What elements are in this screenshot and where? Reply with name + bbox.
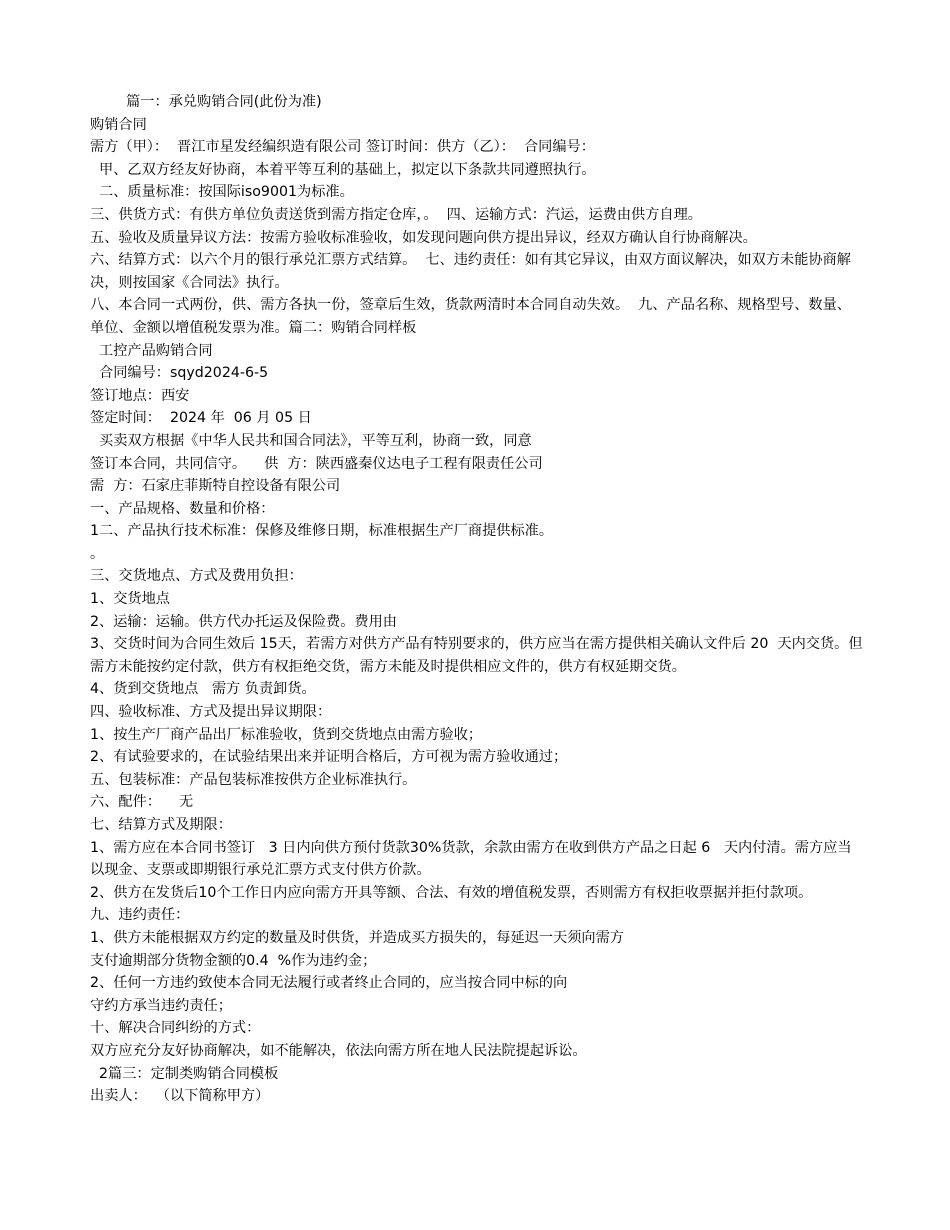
clause-heading: 一、产品规格、数量和价格： (90, 500, 275, 517)
paragraph: 1二、产品执行技术标准：保修及维修日期，标准根据生产厂商提供标准。 (90, 523, 554, 540)
paragraph: 双方应充分友好协商解决，如不能解决，依法向需方所在地人民法院提起诉讼。 (90, 1042, 587, 1059)
paragraph: 二、质量标准：按国际iso9001为标准。 (90, 184, 354, 201)
list-item: 1、交货地点 (90, 591, 170, 608)
signing-date: 签定时间： 2024 年 06 月 05 日 (90, 410, 312, 427)
clause-heading: 九、违约责任： (90, 907, 190, 924)
list-item: 4、货到交货地点 需方 负责卸货。 (90, 681, 316, 698)
buyer-line: 需 方：石家庄菲斯特自控设备有限公司 (90, 478, 341, 495)
list-item: 1、需方应在本合同书签订 3 日内向供方预付货款30%货款，余款由需方在收到供方产品之日起 6 天内付清。需方应当以现金、支票或即期银行承兑汇票方式支付供方价款。 (90, 839, 852, 879)
paragraph: 八、本合同一式两份，供、需方各执一份，签章后生效，货款两清时本合同自动失效。 九、产品名称、规格型号、数量、单位、金额以增值税发票为准。篇二：购销合同样板 (90, 297, 851, 336)
paragraph: 三、供货方式：有供方单位负责送货到需方指定仓库，。 四、运输方式：汽运，运费由供方自理。 (90, 206, 702, 223)
clause-heading: 五、包装标准：产品包装标准按供方企业标准执行。 (90, 771, 417, 788)
list-item: 2、供方在发货后10个工作日内应向需方开具等额、合法、有效的增值税发票，否则需方有权拒收票据并拒付款项。 (90, 884, 813, 901)
list-item: 守约方承当违约责任； (90, 997, 232, 1014)
paragraph: 六、结算方式：以六个月的银行承兑汇票方式结算。 七、违约责任：如有其它异议，由双方面议解决，如双方未能协商解决，则按国家《合同法》执行。 (90, 252, 851, 291)
list-item: 2、任何一方违约致使本合同无法履行或者终止合同的，应当按合同中标的向 (90, 975, 568, 992)
contract-number: 合同编号：sqyd2024-6-5 (90, 365, 269, 382)
paragraph: 五、验收及质量异议方法：按需方验收标准验收，如发现问题向供方提出异议，经双方确认自行协商解决。 (90, 229, 757, 246)
paragraph: 甲、乙双方经友好协商，本着平等互利的基础上，拟定以下条款共同遵照执行。 (90, 161, 596, 178)
document-body (90, 91, 865, 1108)
section-heading-1: 篇一：承兑购销合同(此份为准) (90, 94, 322, 110)
clause-heading: 七、结算方式及期限： (90, 817, 232, 833)
clause-heading: 四、验收标准、方式及提出异议期限： (90, 704, 332, 721)
list-item: 3、交货时间为合同生效后 15天，若需方对供方产品有特别要求的，供方应当在需方提供相关确认文件后 20 天内交货。但需方未能按约定付款，供方有权拒绝交货，需方未能及时提供相应文件的，供方有权延期交货。 (90, 636, 863, 675)
paragraph: 。 (90, 545, 105, 562)
section-heading-3: 2篇三：定制类购销合同模板 (90, 1065, 279, 1082)
clause-heading: 十、解决合同纠纷的方式： (90, 1020, 261, 1037)
signing-place: 签订地点：西安 (90, 387, 190, 404)
contract-title: 工控产品购销合同 (90, 342, 213, 359)
clause-heading: 三、交货地点、方式及费用负担： (90, 568, 303, 585)
seller-line: 出卖人： （以下简称甲方） (90, 1088, 270, 1105)
list-item: 支付逾期部分货物金额的0.4 %作为违约金； (90, 952, 377, 969)
list-item: 1、供方未能根据双方约定的数量及时供货，并造成买方损失的，每延迟一天须向需方 (90, 929, 624, 946)
list-item: 1、按生产厂商产品出厂标准验收，货到交货地点由需方验收； (90, 726, 483, 743)
list-item: 2、运输：运输。供方代办托运及保险费。费用由 (90, 613, 397, 630)
list-item: 2、有试验要求的，在试验结果出来并证明合格后，方可视为需方验收通过； (90, 749, 568, 766)
contract-title: 购销合同 (90, 116, 147, 133)
paragraph: 买卖双方根据《中华人民共和国合同法》，平等互利，协商一致，同意 (90, 432, 532, 449)
parties-line: 需方（甲）： 晋江市星发经编织造有限公司 签订时间：供方（乙）： 合同编号： (90, 139, 595, 156)
clause-heading: 六、配件： 无 (90, 794, 194, 811)
supplier-line: 签订本合同，共同信守。 供 方：陕西盛秦仪达电子工程有限责任公司 (90, 455, 543, 472)
